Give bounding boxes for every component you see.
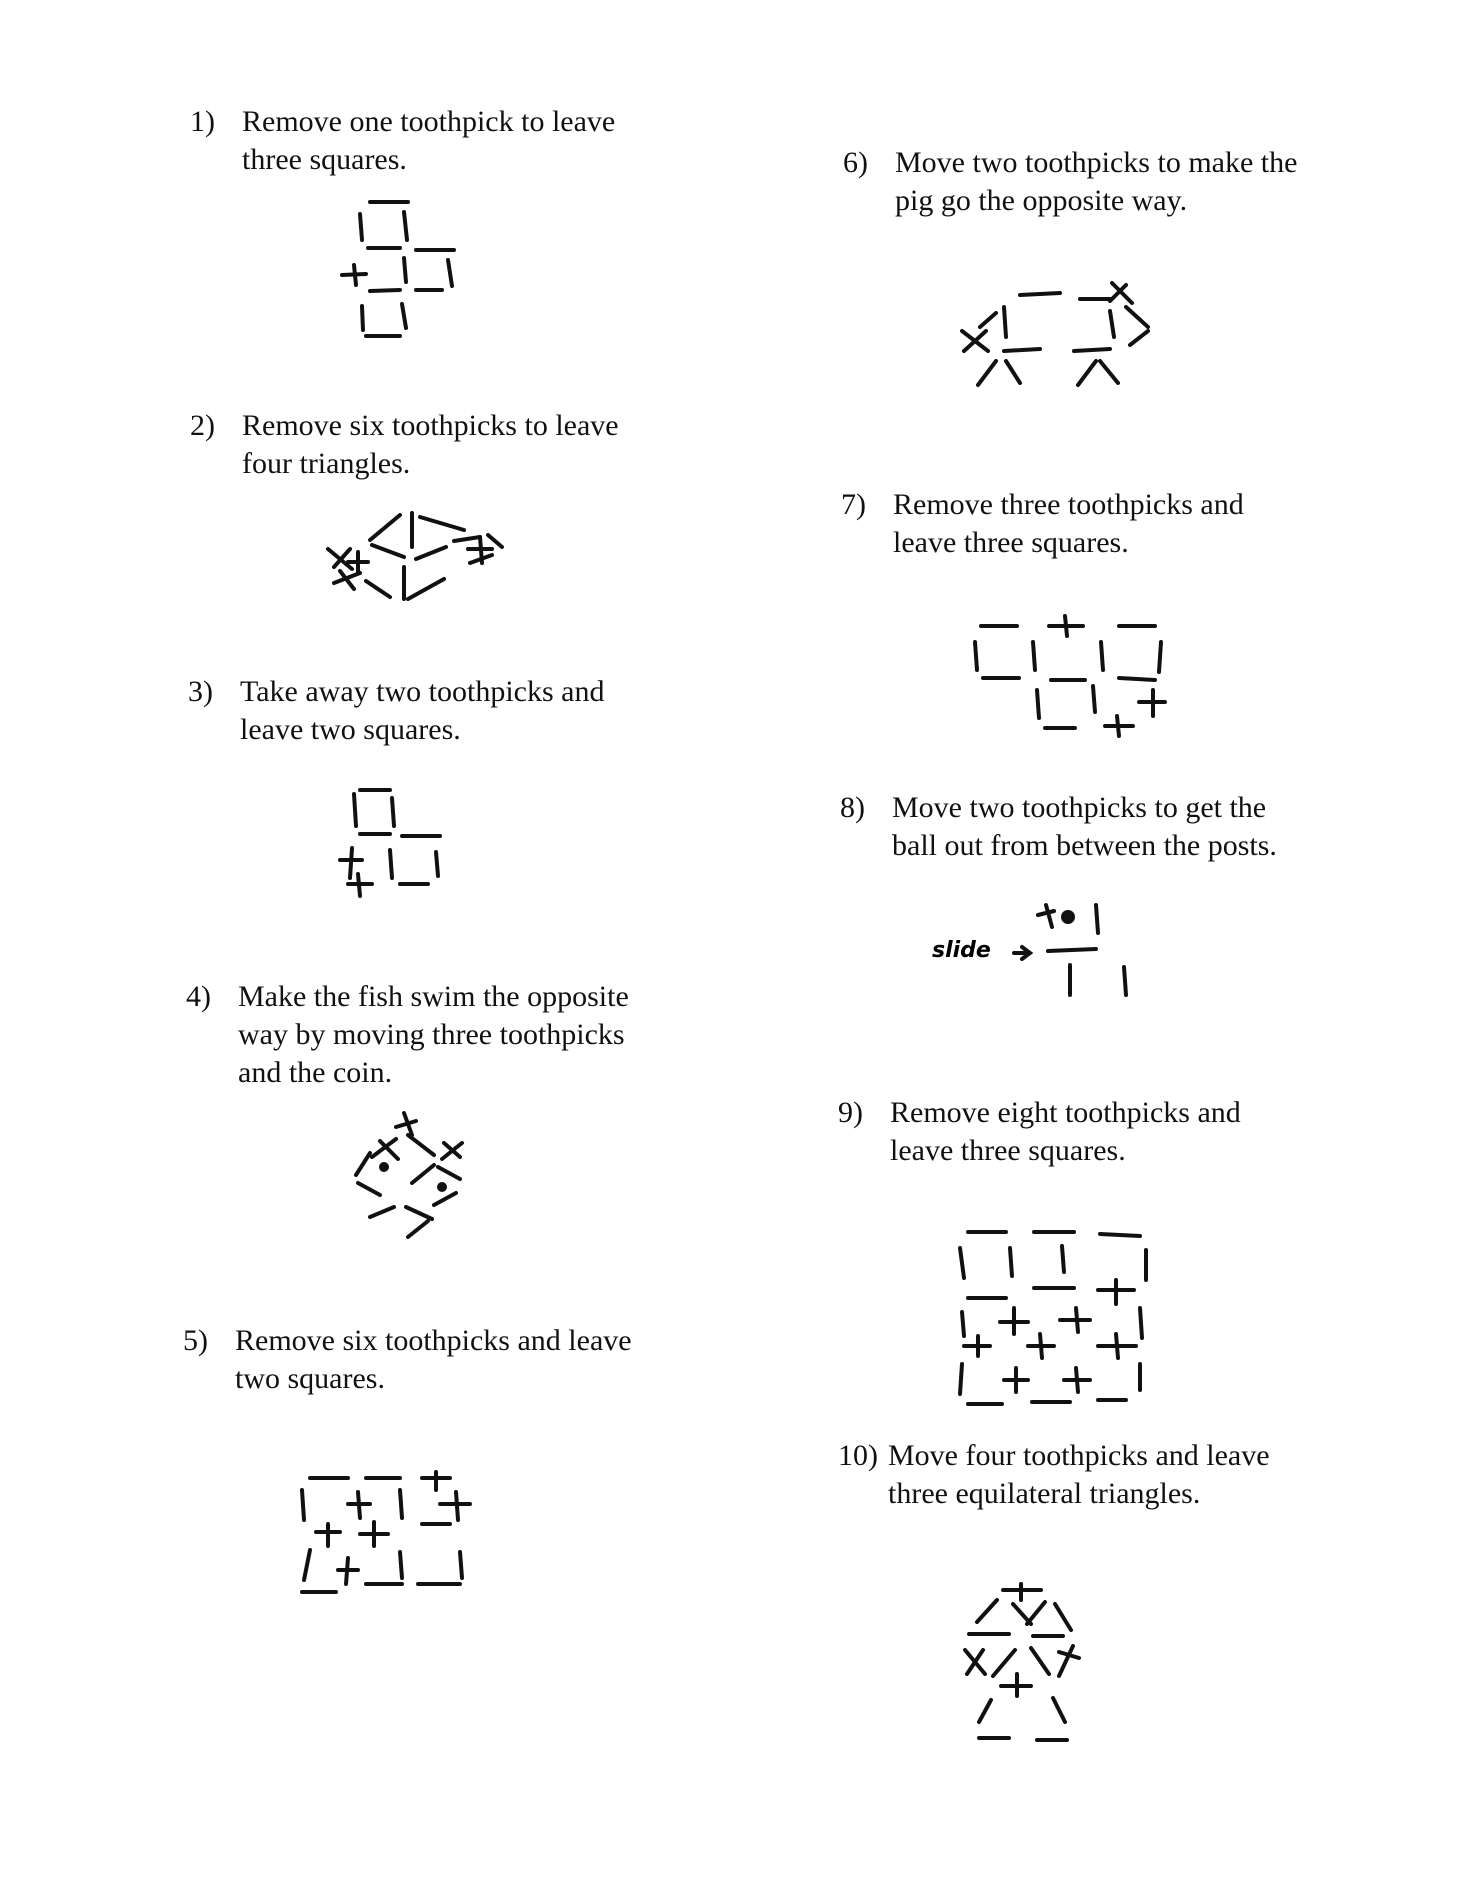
problem-number: 1) <box>190 105 215 138</box>
toothpick-figure-4 <box>350 1105 480 1240</box>
problem-text <box>242 407 712 483</box>
problem-number: 2) <box>190 409 215 442</box>
toothpick-figure-6 <box>950 275 1160 395</box>
problem-line: Move four toothpicks and leave <box>888 1439 1270 1472</box>
toothpick-figure-3 <box>330 780 460 900</box>
problem-line: two squares. <box>235 1362 385 1395</box>
problem-line: and the coin. <box>238 1056 393 1089</box>
problem-line: three equilateral triangles. <box>888 1477 1201 1510</box>
problem-line: Take away two toothpicks and <box>240 675 605 708</box>
problem-line: leave three squares. <box>893 526 1129 559</box>
problem-number: 7) <box>841 488 866 521</box>
problem-number: 8) <box>840 791 865 824</box>
problem-text <box>242 103 712 179</box>
problem-line: leave three squares. <box>890 1134 1126 1167</box>
problem-line: Move two toothpicks to get the <box>892 791 1267 824</box>
problem-text <box>895 144 1365 220</box>
problem-line: three squares. <box>242 143 407 176</box>
eye-dot <box>437 1182 447 1192</box>
problem-line: leave two squares. <box>240 713 461 746</box>
toothpick-figure-2 <box>320 505 510 615</box>
problem-number: 4) <box>186 980 211 1013</box>
toothpick-figure-10 <box>955 1582 1105 1747</box>
problem-line: way by moving three toothpicks <box>238 1018 625 1051</box>
problem-number: 10) <box>838 1439 878 1472</box>
toothpick-figure-8 <box>930 895 1160 1010</box>
problem-line: Move two toothpicks to make the <box>895 146 1298 179</box>
problem-line: Remove six toothpicks to leave <box>242 409 619 442</box>
problem-line: Remove one toothpick to leave <box>242 105 616 138</box>
problem-number: 3) <box>188 675 213 708</box>
toothpick-figure-7 <box>965 612 1165 742</box>
problem-text <box>892 789 1362 865</box>
problem-line: Remove six toothpicks and leave <box>235 1324 632 1357</box>
toothpick-figure-5 <box>290 1460 490 1600</box>
problem-line: ball out from between the posts. <box>892 829 1277 862</box>
problem-line: Remove eight toothpicks and <box>890 1096 1241 1129</box>
problem-text <box>240 673 710 749</box>
toothpick-figure-1 <box>330 190 470 350</box>
ball <box>1061 910 1075 924</box>
problem-number: 6) <box>843 146 868 179</box>
problem-text <box>893 486 1363 562</box>
problem-line: four triangles. <box>242 447 411 480</box>
toothpick-figure-9 <box>950 1222 1160 1412</box>
coin <box>379 1162 389 1172</box>
slide-annotation: slide <box>932 938 991 963</box>
problem-text <box>235 1322 705 1398</box>
problem-line: Remove three toothpicks and <box>893 488 1244 521</box>
problem-number: 5) <box>183 1324 208 1357</box>
problem-number: 9) <box>838 1096 863 1129</box>
problem-text <box>888 1437 1358 1513</box>
problem-text <box>890 1094 1360 1170</box>
problem-line: pig go the opposite way. <box>895 184 1188 217</box>
problem-text <box>238 978 708 1092</box>
problem-line: Make the fish swim the opposite <box>238 980 629 1013</box>
